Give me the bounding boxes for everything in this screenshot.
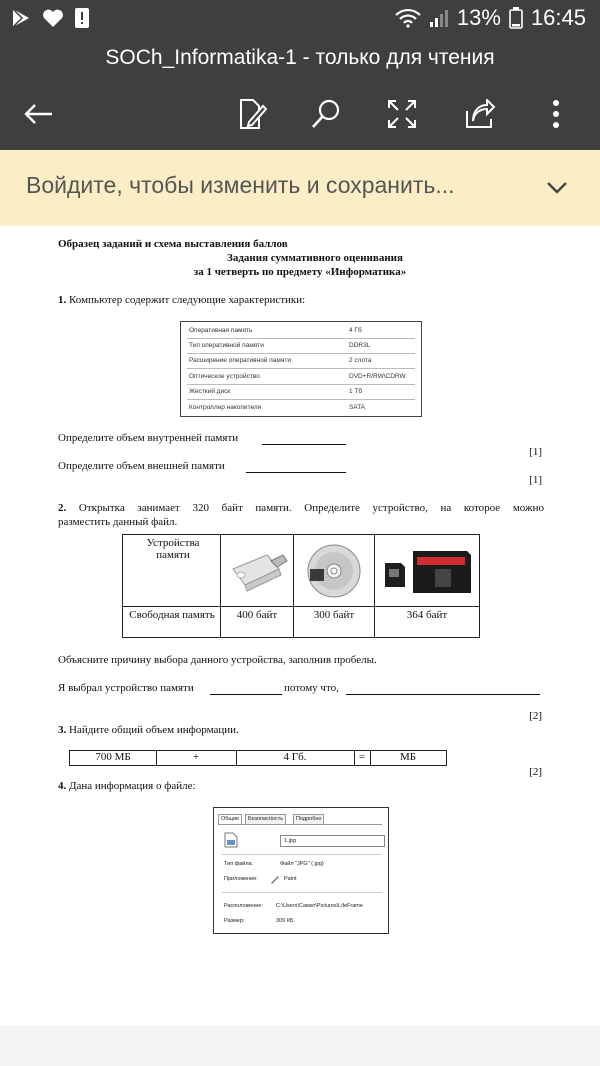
question-2-cont: разместить данный файл.	[58, 516, 178, 528]
spec-row: Оперативная память 4 Гб	[189, 327, 362, 334]
tab-details: Подробно	[293, 814, 324, 825]
question-3: 3. Найдите общий объем информации.	[58, 724, 239, 736]
more-options-button[interactable]	[534, 92, 578, 136]
location-label: Расположение:	[224, 903, 263, 909]
free-memory-label: Свободная память	[129, 609, 215, 621]
battery-percent: 13%	[456, 5, 501, 30]
answer-blank[interactable]	[210, 694, 282, 695]
signal-icon	[429, 8, 449, 28]
spec-row: Расширение оперативной памяти 2 слота	[189, 357, 372, 364]
page-gap	[0, 1026, 600, 1066]
edit-document-icon	[237, 98, 267, 130]
score-mark: [1]	[529, 446, 542, 458]
tab-security: Безопасность	[245, 814, 286, 825]
play-store-icon	[10, 7, 32, 29]
size-value: 309 КБ	[276, 918, 294, 924]
more-vertical-icon	[552, 99, 560, 129]
type-label: Тип файла:	[224, 861, 254, 867]
doc-subheading-quarter: за 1 четверть по предмету «Информатика»	[193, 266, 407, 278]
devices-table	[122, 534, 480, 638]
edit-button[interactable]	[230, 92, 274, 136]
signin-banner[interactable]	[0, 150, 600, 226]
share-button[interactable]	[458, 92, 502, 136]
question-4: 4. Дана информация о файле:	[58, 780, 196, 792]
volume-equation-table	[69, 750, 447, 766]
location-value: C:\Users\Самат\Pictures\LifeFrame	[276, 903, 363, 909]
wifi-icon	[395, 8, 421, 28]
q1-external-memory-line: Определите объем внешней памяти	[58, 460, 225, 472]
file-properties-screenshot	[213, 807, 389, 934]
document-page[interactable]	[0, 226, 600, 1026]
spec-row: Оптическое устройство DVD+R/RW\CDRW	[189, 373, 406, 380]
doc-heading: Образец заданий и схема выставления баллов	[58, 238, 288, 250]
score-mark: [2]	[529, 710, 542, 722]
usb-flash-drive-icon[interactable]	[227, 547, 289, 595]
share-icon	[464, 99, 496, 129]
doc-subheading: Задания суммативного оценивания	[227, 252, 403, 264]
answer-blank[interactable]	[346, 694, 540, 695]
answer-blank[interactable]	[246, 472, 346, 473]
signin-message[interactable]: Войдите, чтобы изменить и сохранить...	[26, 172, 455, 198]
heart-icon	[42, 8, 64, 28]
tab-general: Общие	[218, 814, 242, 825]
score-mark: [2]	[529, 766, 542, 778]
paint-icon	[270, 875, 280, 884]
equation-cell: =	[358, 751, 366, 763]
devices-header: Устройства памяти	[146, 537, 200, 561]
size-label: Размер:	[224, 918, 245, 924]
battery-icon	[509, 7, 523, 29]
alert-icon	[74, 7, 90, 29]
q2-fill-a: Я выбрал устройство памяти	[58, 682, 194, 694]
chevron-down-icon[interactable]	[544, 174, 570, 200]
question-2: 2. Открытка занимает 320 байт памяти. Определите устройство, на которое можно	[58, 502, 544, 514]
equation-cell: 4 Гб.	[283, 751, 307, 763]
spec-row: Тип оперативной памяти DDR3L	[189, 342, 371, 349]
spec-row: Контроллер накопителя SATA	[189, 404, 366, 411]
q2-fill-b: потому что,	[284, 682, 339, 694]
type-value: Файл "JPG" (.jpg)	[280, 861, 324, 867]
status-bar	[0, 0, 600, 40]
equation-cell: +	[192, 751, 200, 763]
free-memory-value: 300 байт	[313, 609, 355, 621]
free-memory-value: 364 байт	[406, 609, 448, 621]
search-icon	[310, 98, 342, 130]
app-value: Paint	[284, 876, 297, 882]
app-bar	[0, 40, 600, 150]
sd-card-icon[interactable]	[383, 549, 473, 595]
app-label: Приложение:	[224, 876, 258, 882]
free-memory-value: 400 байт	[236, 609, 278, 621]
filename-field: 1.jpg	[280, 835, 385, 847]
question-1: 1. Компьютер содержит следующие характеристики:	[58, 294, 306, 306]
equation-cell: 700 МБ	[95, 751, 131, 763]
document-title: SOCh_Informatika-1 - только для чтения	[105, 46, 495, 69]
cd-disc-icon[interactable]	[306, 543, 362, 599]
expand-icon	[386, 98, 418, 130]
q2-explain: Объясните причину выбора данного устройства, заполнив пробелы.	[58, 654, 377, 666]
clock: 16:45	[530, 5, 586, 30]
image-file-icon	[224, 832, 238, 848]
specs-table	[180, 321, 422, 417]
q1-internal-memory-line: Определите объем внутренней памяти	[58, 432, 239, 444]
fullscreen-button[interactable]	[380, 92, 424, 136]
arrow-left-icon	[22, 102, 54, 126]
score-mark: [1]	[529, 474, 542, 486]
back-button[interactable]	[16, 92, 60, 136]
spec-row: Жесткий диск 1 Тб	[189, 388, 363, 395]
equation-cell: МБ	[399, 751, 417, 763]
search-button[interactable]	[304, 92, 348, 136]
answer-blank[interactable]	[262, 444, 346, 445]
